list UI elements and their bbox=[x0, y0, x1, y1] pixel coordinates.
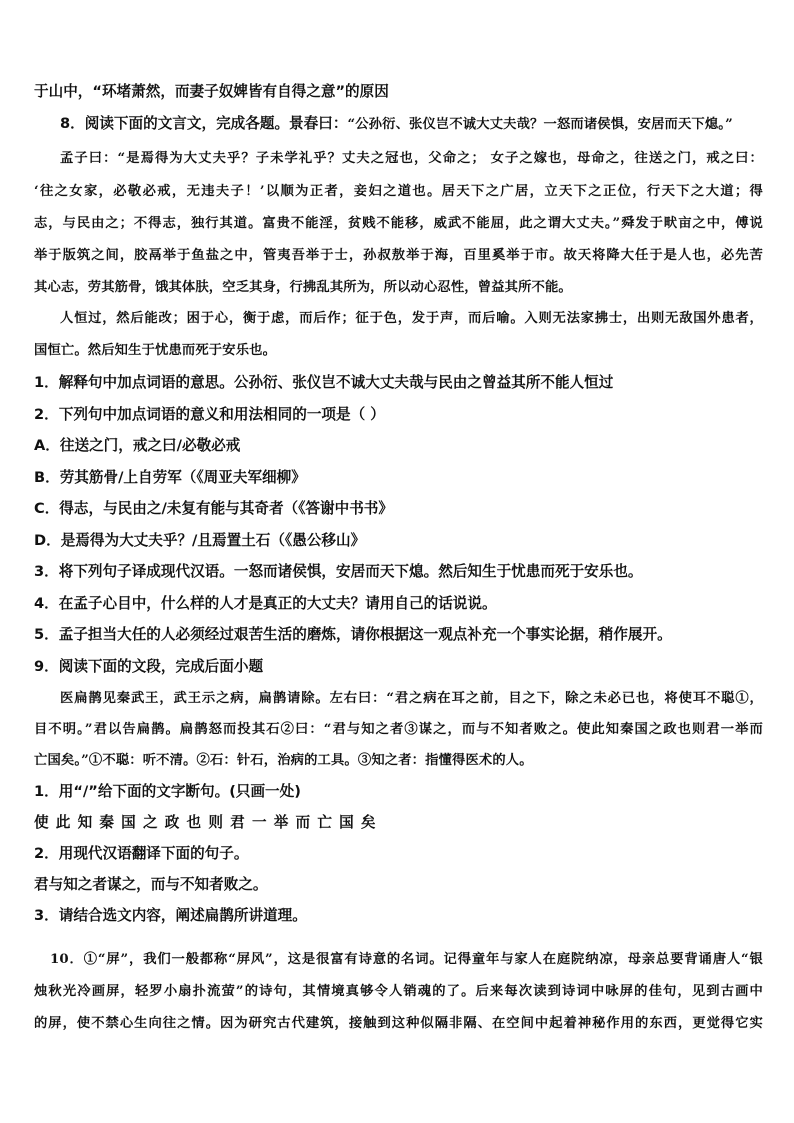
question-8-prompt: 8．阅读下面的文言文，完成各题。景春曰： bbox=[60, 115, 348, 132]
text-line: 于山中，“环堵萧然，而妻子奴婢皆有自得之意”的原因 bbox=[34, 83, 389, 100]
passage-line: 目不明。”君以告扁鹊。扁鹊怒而投其石②曰：“君与知之者③谋之，而与不知者败之。使此知秦国之政也则君一举而 bbox=[34, 722, 763, 737]
option-b: B．劳其筋骨/上自劳军（《周亚夫军细柳》 bbox=[34, 469, 306, 486]
passage-line: 亡国矣。”①不聪：听不清。②石：针石，治病的工具。③知之者：指懂得医术的人。 bbox=[34, 753, 533, 768]
passage-line: 举于版筑之间，胶鬲举于鱼盐之中，管夷吾举于士，孙叔敖举于海，百里奚举于市。故天将降大任于是人也，必先苦 bbox=[34, 248, 763, 263]
passage-line: 孟子曰：“是焉得为大丈夫乎？子未学礼乎？丈夫之冠也，父命之； 女子之嫁也，母命之，往送之门，戒之曰： bbox=[60, 151, 763, 166]
passage-line: 志，与民由之；不得志，独行其道。富贵不能淫，贫贱不能移，威武不能屈，此之谓大丈夫。”舜发于畎亩之中，傅说 bbox=[34, 216, 763, 231]
classical-quote: “公孙衍、张仪岂不诚大丈夫哉？一怒而诸侯惧，安居而天下熄。” bbox=[347, 117, 733, 132]
passage-line: ‘往之女家，必敬必戒，无违夫子！’以顺为正者，妾妇之道也。居天下之广居，立天下之正位，行天下之大道；得 bbox=[34, 184, 763, 199]
option-c: C．得志，与民由之/未复有能与其奇者（《答谢中书书》 bbox=[34, 500, 393, 517]
passage-line: 国恒亡。然后知生于忧患而死于安乐也。 bbox=[34, 343, 277, 358]
sub-question-1: 1．用“/”给下面的文字断句。(只画一处) bbox=[34, 783, 301, 800]
option-a: A．往送之门，戒之曰/必敬必戒 bbox=[34, 437, 241, 454]
sub-question-3: 3．请结合选文内容，阐述扁鹊所讲道理。 bbox=[34, 907, 307, 924]
question-8-heading bbox=[60, 112, 763, 133]
passage-line: 烛秋光冷画屏，轻罗小扇扑流萤”的诗句，其情境真够令人销魂的了。后来每次读到诗词中咏屏的佳句，见到古画中 bbox=[34, 984, 763, 999]
passage-line: 人恒过，然后能改；困于心，衡于虑，而后作；征于色，发于声，而后喻。入则无法家拂士，出则无敌国外患者， bbox=[60, 311, 763, 326]
passage-line: 其心志，劳其筋骨，饿其体肤，空乏其身，行拂乱其所为，所以动心忍性，曾益其所不能。 bbox=[34, 280, 572, 295]
sub-question-1: 1．解释句中加点词语的意思。公孙衍、张仪岂不诚大丈夫哉与民由之曾益其所不能人恒过 bbox=[34, 374, 614, 391]
punctuation-sentence: 使此知秦国之政也则君一举而亡国矣 bbox=[34, 814, 383, 831]
question-10-text: 10．①“屏”，我们一般都称“屏风”，这是很富有诗意的名词。记得童年与家人在庭院纳凉，母亲总要背诵唐人“银 bbox=[50, 952, 763, 967]
sub-question-2: 2．下列句中加点词语的意义和用法相同的一项是（ ） bbox=[34, 406, 385, 423]
sub-question-5: 5．孟子担当大任的人必须经过艰苦生活的磨炼，请你根据这一观点补充一个事实论据，稍作展开。 bbox=[34, 626, 672, 643]
question-9-heading: 9．阅读下面的文段，完成后面小题 bbox=[34, 658, 264, 675]
option-d: D．是焉得为大丈夫乎？/且焉置土石（《愚公移山》 bbox=[34, 532, 366, 549]
passage-line: 医扁鹊见秦武王，武王示之病，扁鹊请除。左右曰：“君之病在耳之前，目之下，除之未必已也，将使耳不聪①， bbox=[60, 691, 763, 706]
sub-question-4: 4．在孟子心目中，什么样的人才是真正的大丈夫？请用自己的话说说。 bbox=[34, 595, 497, 612]
passage-line: 的屏，使不禁心生向往之情。因为研究古代建筑，接触到这种似隔非隔、在空间中起着神秘作用的东西，更觉得它实 bbox=[34, 1016, 763, 1031]
translation-sentence: 君与知之者谋之，而与不知者败之。 bbox=[34, 876, 268, 893]
sub-question-2: 2．用现代汉语翻译下面的句子。 bbox=[34, 845, 249, 862]
sub-question-3: 3．将下列句子译成现代汉语。一怒而诸侯惧，安居而天下熄。然后知生于忧患而死于安乐也。 bbox=[34, 563, 643, 580]
